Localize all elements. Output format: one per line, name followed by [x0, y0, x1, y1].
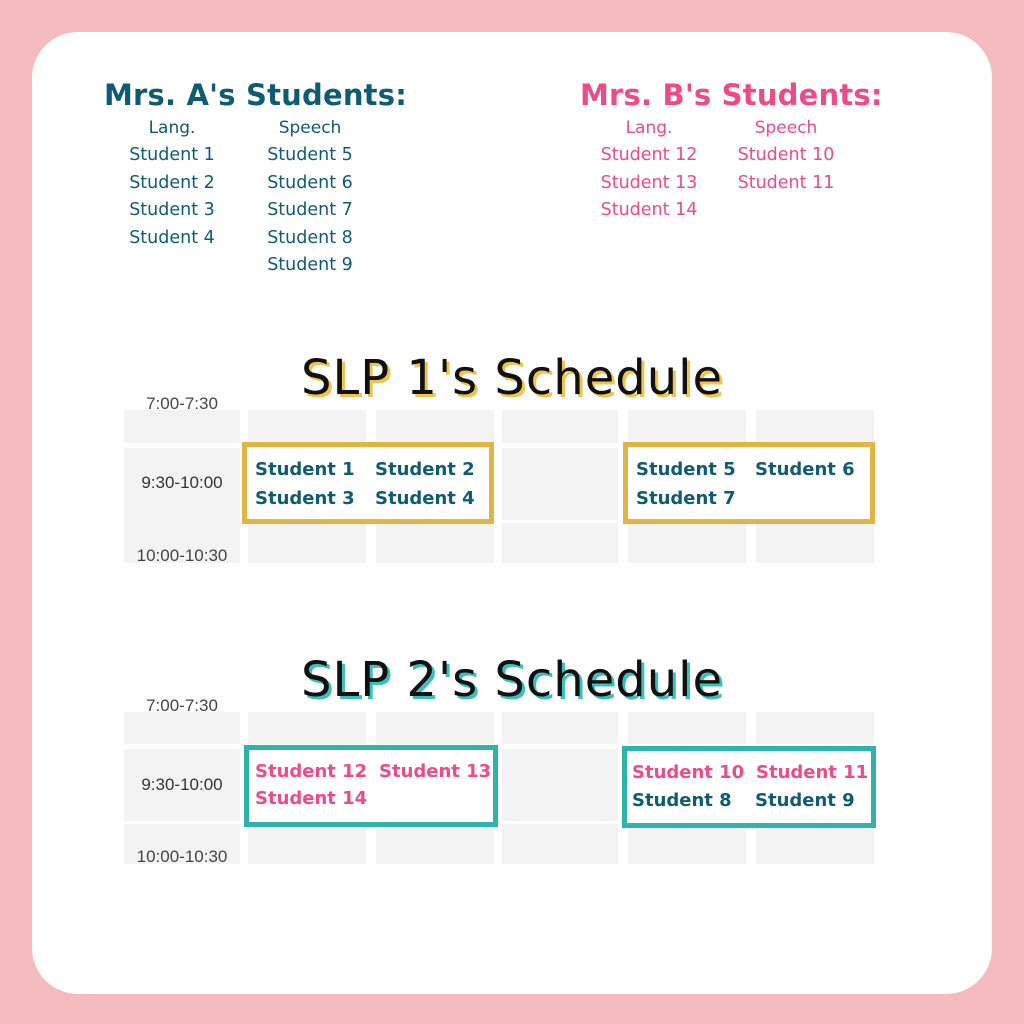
schedule-cell	[756, 523, 874, 563]
time-label: 10:00-10:30	[136, 546, 228, 565]
group-student: Student 9	[755, 790, 855, 811]
group-student: Student 5	[636, 459, 736, 480]
group-student: Student 6	[755, 459, 855, 480]
schedule-cell	[502, 410, 618, 443]
schedule-cell	[628, 523, 746, 563]
student-item: Student 8	[267, 227, 353, 248]
schedule-cell	[502, 749, 618, 821]
student-item: Student 9	[267, 255, 353, 275]
schedule-cell	[628, 824, 746, 864]
group-student: Student 7	[636, 488, 736, 509]
student-item: Student 12	[600, 145, 698, 165]
slp1-schedule-title: SLP 1's Schedule	[301, 350, 723, 406]
schedule-cell	[376, 523, 494, 563]
time-label: 9:30-10:00	[141, 473, 223, 492]
schedule-cell	[628, 410, 746, 443]
student-item: Student 10	[737, 145, 835, 165]
time-label: 7:00-7:30	[146, 696, 218, 715]
schedule-cell	[502, 824, 618, 864]
schedule-cell	[248, 523, 366, 563]
group-student: Student 14	[255, 788, 368, 809]
speech-header: Speech	[754, 118, 818, 138]
group-student: Student 11	[756, 762, 869, 783]
lang-group-box	[242, 442, 494, 524]
student-item: Student 14	[600, 200, 698, 220]
speech-group-box	[622, 746, 876, 828]
group-student: Student 1	[255, 459, 355, 480]
schedule-cell	[248, 410, 366, 443]
time-cell	[124, 410, 240, 443]
schedule-cell	[756, 824, 874, 864]
schedule-cell	[248, 712, 366, 744]
slp2-schedule-grid	[124, 696, 876, 866]
schedule-cell	[756, 410, 874, 443]
lang-header: Lang.	[625, 118, 673, 138]
student-item: Student 7	[267, 200, 353, 220]
lang-header: Lang.	[148, 118, 196, 138]
group-student: Student 13	[379, 761, 492, 782]
time-cell	[124, 712, 240, 744]
group-student: Student 2	[375, 459, 475, 480]
student-item: Student 3	[129, 200, 215, 220]
schedule-cell	[502, 523, 618, 563]
lang-group-box	[244, 745, 498, 827]
student-item: Student 2	[129, 172, 215, 193]
speech-group-box	[623, 442, 875, 524]
student-item: Student 11	[737, 172, 835, 193]
teacher-a-lang-column	[107, 114, 237, 252]
teacher-b-title: Mrs. B's Students:	[580, 78, 883, 112]
teacher-b-speech-column	[721, 114, 851, 197]
group-student: Student 10	[632, 762, 745, 783]
schedule-cell	[376, 712, 494, 744]
schedule-cell	[502, 712, 618, 744]
schedule-cell	[376, 824, 494, 864]
teacher-b-lang-column	[584, 114, 714, 225]
schedule-cell	[756, 712, 874, 744]
group-student: Student 12	[255, 761, 368, 782]
speech-header: Speech	[278, 118, 342, 138]
slp2-schedule-title: SLP 2's Schedule	[301, 652, 723, 708]
time-label: 7:00-7:30	[146, 394, 218, 413]
schedule-cell	[376, 410, 494, 443]
group-student: Student 8	[632, 790, 732, 811]
group-student: Student 3	[255, 488, 355, 509]
time-label: 9:30-10:00	[141, 775, 223, 794]
student-item: Student 6	[267, 172, 353, 193]
student-item: Student 1	[129, 145, 215, 165]
slp1-schedule-grid	[124, 394, 876, 565]
teacher-a-speech-column	[245, 114, 375, 280]
time-label: 10:00-10:30	[136, 847, 228, 866]
group-student: Student 4	[375, 488, 475, 509]
student-item: Student 4	[129, 227, 215, 248]
student-item: Student 13	[600, 172, 698, 193]
schedule-cell	[502, 448, 618, 520]
teacher-a-title: Mrs. A's Students:	[104, 78, 408, 112]
schedule-cell	[248, 824, 366, 864]
schedule-cell	[628, 712, 746, 744]
student-item: Student 5	[267, 145, 353, 165]
